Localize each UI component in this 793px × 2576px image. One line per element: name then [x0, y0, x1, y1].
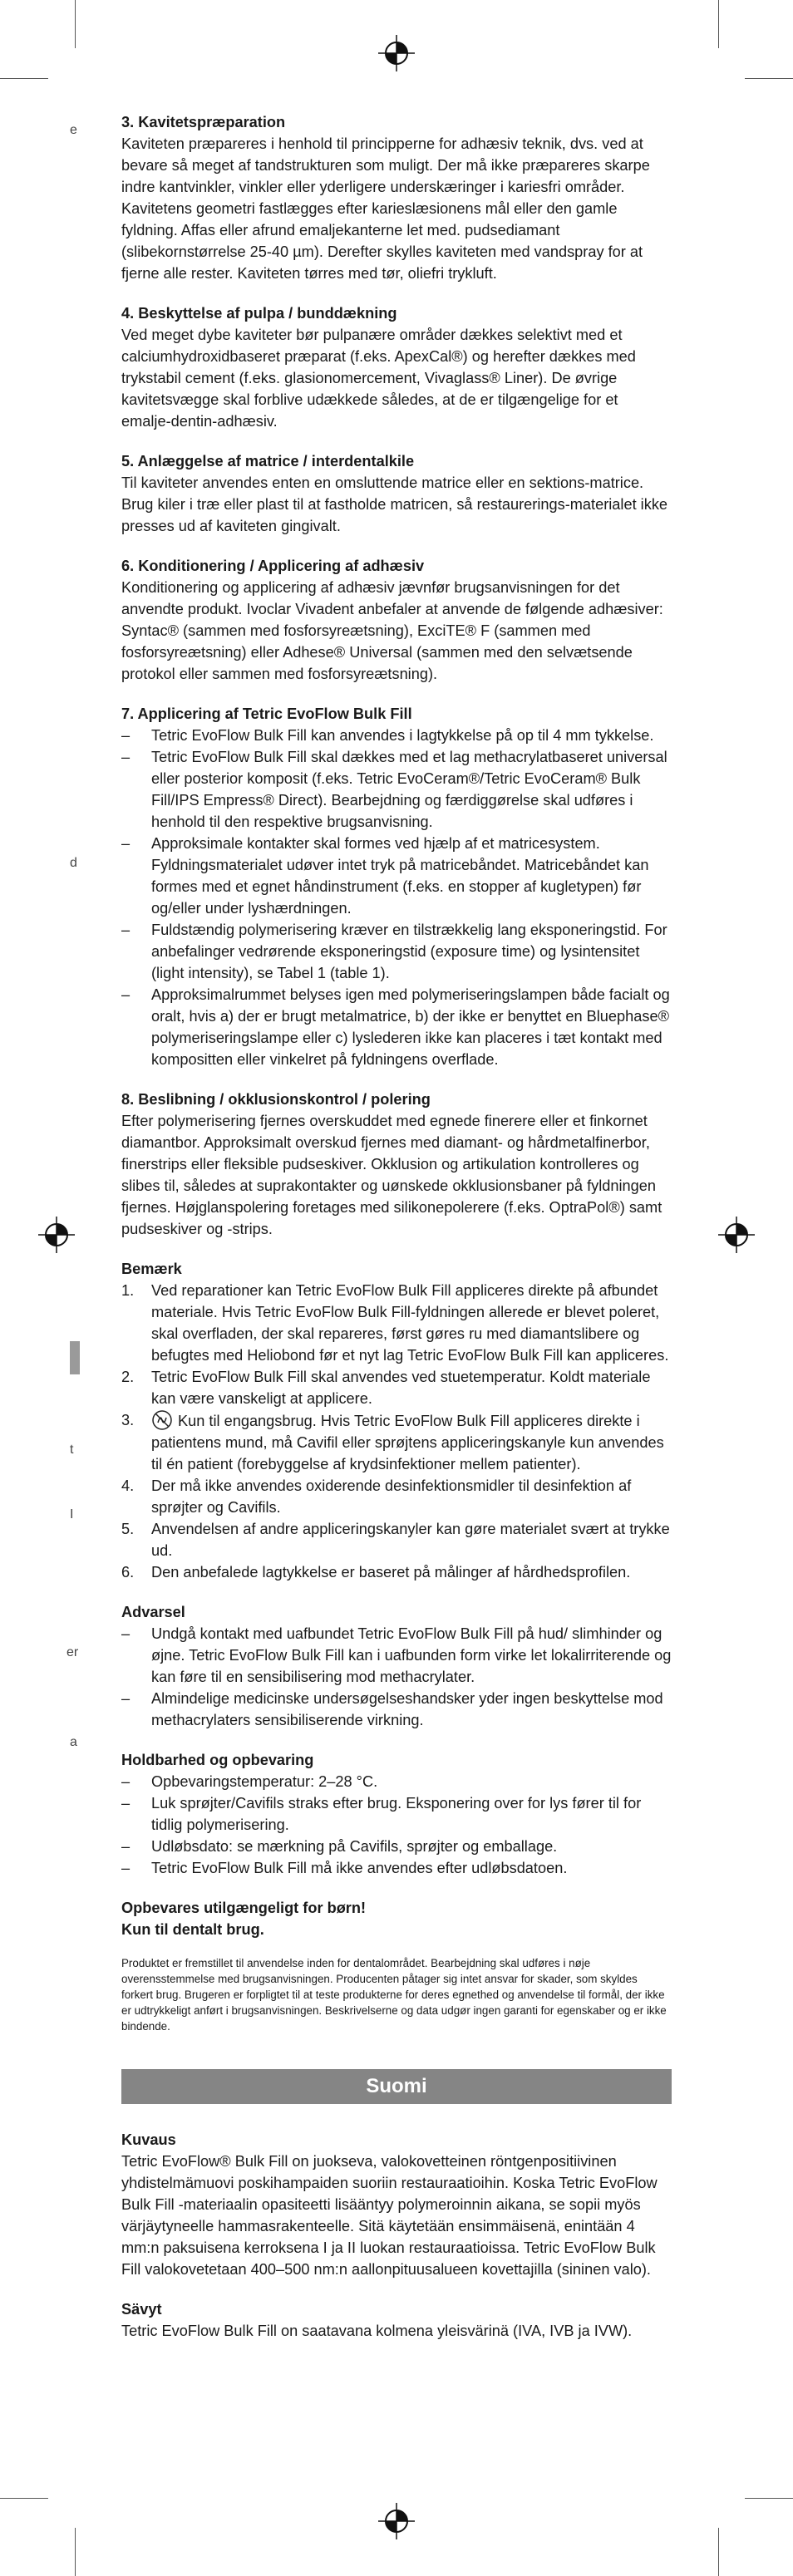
section-storage [121, 1749, 672, 1879]
list-item: 6. Den anbefalede lagtykkelse er baseret på målinger af hårdhedsprofilen. [121, 1564, 631, 1581]
children-warning: Opbevares utilgængeligt for børn! [121, 1900, 367, 1916]
crop-mark-top-left-v [75, 0, 76, 48]
section-heading: 8. Beslibning / okklusionskontrol / polering [121, 1091, 431, 1108]
margin-fragment: d [70, 856, 77, 870]
list-item: – Undgå kontakt med uafbundet Tetric EvoFlow Bulk Fill på hud/ slimhinder og øjne. Tetric EvoFlow Bulk Fill kan i uafbunden form virke let lokalirriterende og kan føre til en sensibilisering mod methacrylater. [121, 1625, 672, 1685]
list-item: – Almindelige medicinske undersøgelseshandsker yder ingen beskyttelse mod methacrylaters sensibiliserende virkning. [121, 1690, 663, 1728]
section-heading: 4. Beskyttelse af pulpa / bunddækning [121, 305, 397, 322]
list-item: 2. Tetric EvoFlow Bulk Fill skal anvendes ved stuetemperatur. Koldt materiale kan være vanskeligt at applicere. [121, 1369, 651, 1407]
section-heading: 5. Anlæggelse af matrice / interdentalkile [121, 453, 415, 469]
section-text: Tetric EvoFlow® Bulk Fill on juokseva, valokovetteinen röntgenpositiivinen yhdistelmämuovi poskihampaiden suoriin restauraatioihin. Koska Tetric EvoFlow Bulk Fill -materiaalin opasiteetti lisääntyy polymeroinnin aikana, se sopii myös värjäytyneelle hammasrakenteelle. Sitä käytetään ensimmäisenä, enintään 4 mm:n paksuisena kerroksena I ja II luokan restauraatioissa. Tetric EvoFlow Bulk Fill valokovetetaan 400–500 nm:n aallonpituusalueen kovettajilla (sininen valo). [121, 2153, 658, 2278]
section-pulp-protection [121, 302, 672, 432]
section-notes [121, 1258, 672, 1583]
notes-list [121, 1280, 672, 1583]
section-finishing [121, 1089, 672, 1240]
section-heading: Kuvaus [121, 2131, 176, 2148]
document-body [121, 111, 672, 2360]
list-item: – Approksimale kontakter skal formes ved hjælp af et matricesystem. Fyldningsmaterialet udøver intet tryk på matricebåndet. Matricebåndet kan formes med et egnet håndinstrument (f.eks. en stopper af kugletypen) før og/eller under lyshærdningen. [121, 835, 649, 917]
margin-fragment: er [66, 1645, 79, 1659]
section-text: Til kaviteter anvendes enten en omsluttende matrice eller en sektions-matrice. Brug kiler i træ eller plast til at fastholde matricen, så restaurerings-materialet ikke presses ud af kaviteten gingivalt. [121, 474, 668, 534]
section-description-fi [121, 2129, 672, 2280]
list-item: – Fuldstændig polymerisering kræver en tilstrækkelig lang eksponeringstid. For anbefalinger vedrørende eksponeringstid (exposure time) og lysintensitet (light intensity), se Tabel 1 (table 1). [121, 922, 667, 981]
section-text: Konditionering og applicering af adhæsiv jævnfør brugsanvisningen for det anvendte produkt. Ivoclar Vivadent anbefaler at anvende de følgende adhæsiver: Syntac® (sammen med fosforsyreætsning), ExciTE® F (sammen med fosforsyreætsning) eller Adhese® Universal (sammen med den selvætsende protokol eller sammen med fosforsyreætsning). [121, 579, 663, 682]
warning-list [121, 1623, 672, 1731]
section-text: Ved meget dybe kaviteter bør pulpanære områder dækkes selektivt med et calciumhydroxidbaseret præparat (f.eks. ApexCal®) og herefter dækkes med trykstabil cement (f.eks. glasionomercement, Vivaglass® Liner). De øvrige kavitetsvægge skal forblive udækkede således, at de er tilgængelige for et emalje-dentin-adhæsiv. [121, 327, 636, 430]
section-conditioning [121, 555, 672, 685]
registration-mark-icon [38, 1217, 75, 1253]
crop-mark-top-left-h [0, 78, 48, 79]
section-text: Kaviteten præpareres i henhold til principperne for adhæsiv teknik, dvs. ved at bevare så meget af tandstrukturen som muligt. Der må ikke præpareres skarpe indre kantvinkler, vinkler eller yderligere underskæringer i kariesfri områder. Kavitetens geometri fastlægges efter karieslæsionens mål eller den gamle fyldning. Affas eller afrund emaljekanterne let med. pudsediamant (slibekornstørrelse 25-40 µm). Derefter skylles kaviteten med vandspray for at fjerne alle rester. Kaviteten tørres med tør, oliefri trykluft. [121, 135, 650, 282]
margin-fragment: I [70, 1507, 74, 1522]
margin-fragment: e [70, 123, 77, 137]
registration-mark-icon [718, 1217, 755, 1253]
section-shades-fi [121, 2298, 672, 2342]
margin-gray-bar [70, 1341, 80, 1374]
single-use-icon [151, 1409, 173, 1431]
crop-mark-bottom-left-h [0, 2498, 48, 2499]
margin-fragment: t [70, 1443, 74, 1457]
list-item: – Approksimalrummet belyses igen med polymeriseringslampen både facialt og oralt, hvis a) der er brugt metalmatrice, b) der ikke er benyttet en Bluephase® polymeriseringslampe eller c) lyslederen ikke kan placeres i tæt kontakt med kompositten eller vinkelret på fyldningens overflade. [121, 986, 670, 1068]
list-item: – Opbevaringstemperatur: 2–28 °C. [121, 1773, 378, 1790]
section-text: Tetric EvoFlow Bulk Fill on saatavana kolmena yleisvärinä (IVA, IVB ja IVW). [121, 2323, 633, 2339]
dental-use-only: Kun til dentalt brug. [121, 1921, 264, 1938]
registration-mark-icon [378, 35, 415, 71]
disclaimer-text: Produktet er fremstillet til anvendelse inden for dentalområdet. Bearbejdning skal udføres i nøje overensstemmelse med brugsanvisningen. Producenten påtager sig intet ansvar for skader, som skyldes forkert brug. Brugeren er forpligtet til at teste produkterne for deres egnethed og anvendelse til formål, der ikke er udtrykkeligt anført i brugsanvisningen. Beskrivelserne og data udgør ingen garanti for egenskaber og er ikke bindende. [121, 1957, 667, 2033]
section-text: Efter polymerisering fjernes overskuddet med egnede finerere eller et finkornet diamantbor. Approksimalt overskud fjernes med diamant- og hårdmetalfinerbor, finerstrips eller fleksible pudseskiver. Okklusion og artikulation kontrolleres og slibes til, således at suprakontakter og uønskede okklusionsbaner på fyldningen fjernes. Højglanspolering foretages med silikonepolerere (f.eks. OptraPol®) samt pudseskiver og -strips. [121, 1113, 662, 1237]
list-item: – Tetric EvoFlow Bulk Fill kan anvendes i lagtykkelse på op til 4 mm tykkelse. [121, 727, 654, 744]
list-item: – Luk sprøjter/Cavifils straks efter brug. Eksponering over for lys fører til for tidlig polymerisering. [121, 1795, 642, 1833]
crop-mark-top-right-v [718, 0, 719, 48]
crop-mark-top-right-h [745, 78, 793, 79]
list-item: 3. Kun til engangsbrug. Hvis Tetric EvoFlow Bulk Fill appliceres direkte i patientens mund, må Cavifil eller sprøjtens appliceringskanyle kun anvendes til én patient (forebyggelse af krydsinfektioner mellem patienter). [121, 1409, 672, 1475]
section-heading: 7. Applicering af Tetric EvoFlow Bulk Fill [121, 705, 412, 722]
application-list [121, 725, 672, 1070]
section-application [121, 703, 672, 1070]
closing-notice [121, 1897, 672, 1940]
crop-mark-bottom-right-h [745, 2498, 793, 2499]
list-item: 4. Der må ikke anvendes oxiderende desinfektionsmidler til desinfektion af sprøjter og Cavifils. [121, 1477, 632, 1516]
section-warning [121, 1601, 672, 1731]
section-heading: Sävyt [121, 2301, 162, 2318]
margin-fragment: a [70, 1735, 77, 1749]
storage-list [121, 1771, 672, 1879]
section-heading: Advarsel [121, 1604, 185, 1620]
crop-mark-bottom-right-v [718, 2528, 719, 2576]
list-item: – Udløbsdato: se mærkning på Cavifils, sprøjter og emballage. [121, 1838, 558, 1855]
section-heading: 6. Konditionering / Applicering af adhæsiv [121, 558, 425, 574]
section-heading: 3. Kavitetspræparation [121, 114, 286, 130]
section-heading: Holdbarhed og opbevaring [121, 1752, 314, 1768]
section-matrix [121, 450, 672, 537]
crop-mark-bottom-left-v [75, 2528, 76, 2576]
list-item: – Tetric EvoFlow Bulk Fill skal dækkes med et lag methacrylatbaseret universal eller posterior komposit (f.eks. Tetric EvoCeram®/Tetric EvoCeram® Bulk Fill/IPS Empress® Direct). Bearbejdning og færdiggørelse skal udføres i henhold til den respektive brugsanvisning. [121, 749, 667, 830]
section-cavity-preparation [121, 111, 672, 284]
language-heading: Suomi [121, 2069, 672, 2104]
list-item: – Tetric EvoFlow Bulk Fill må ikke anvendes efter udløbsdatoen. [121, 1860, 568, 1876]
list-item: 5. Anvendelsen af andre appliceringskanyler kan gøre materialet svært at trykke ud. [121, 1521, 670, 1559]
registration-mark-icon [378, 2503, 415, 2539]
list-item: 1. Ved reparationer kan Tetric EvoFlow Bulk Fill appliceres direkte på afbundet materiale. Hvis Tetric EvoFlow Bulk Fill-fyldningen allerede er blevet poleret, skal overfladen, der skal repareres, først gøres ru med diamantslibere og befugtes med Heliobond før et nyt lag Tetric EvoFlow Bulk Fill kan appliceres. [121, 1282, 669, 1364]
section-heading: Bemærk [121, 1261, 182, 1277]
